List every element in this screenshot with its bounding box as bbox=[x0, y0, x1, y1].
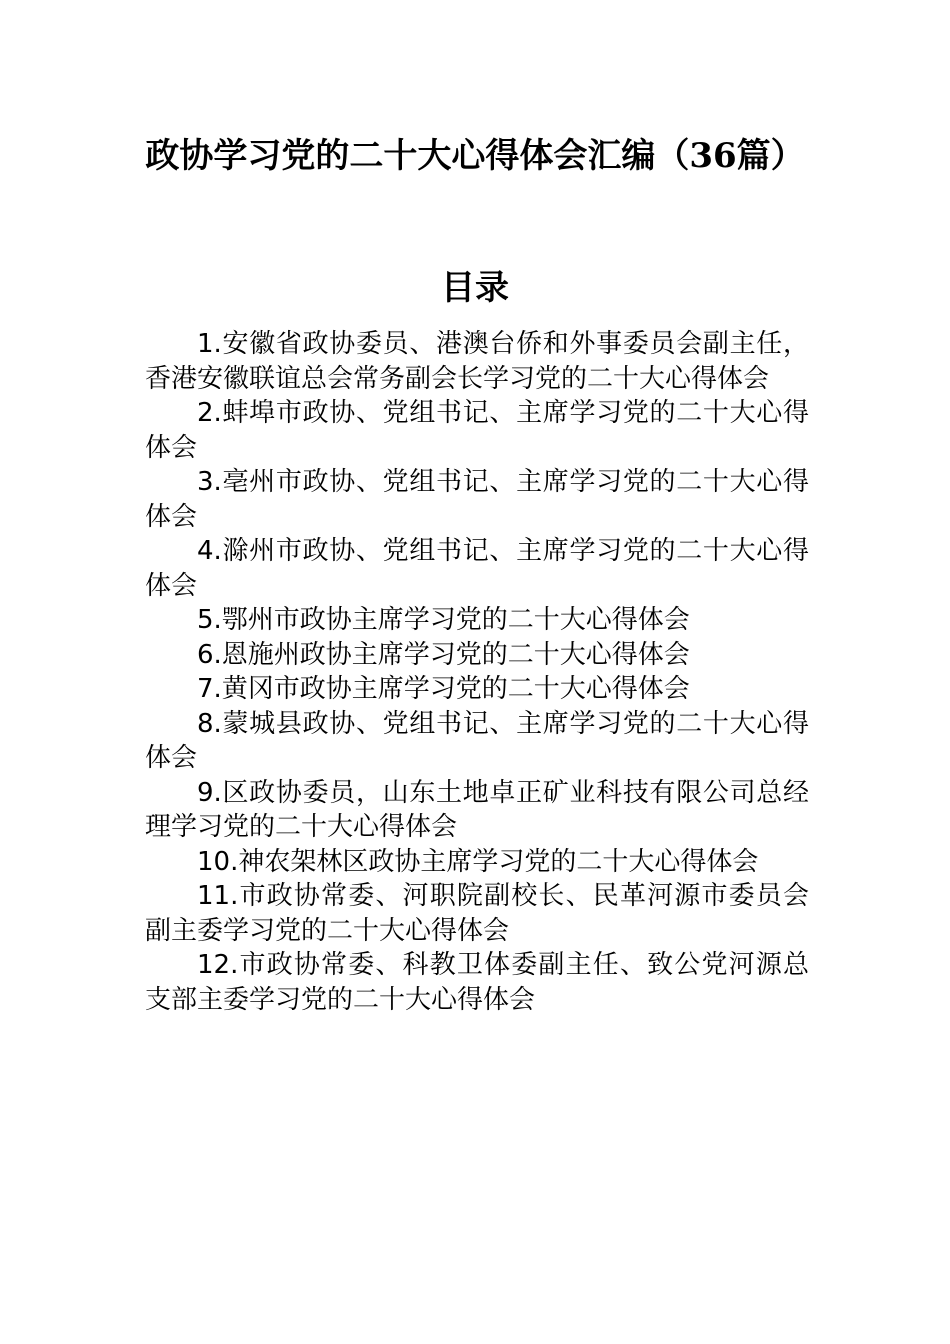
toc-item: 1.安徽省政协委员、港澳台侨和外事委员会副主任，香港安徽联谊总会常务副会长学习党的二十大心得体会 bbox=[145, 329, 809, 394]
toc-item: 4.滁州市政协、党组书记、主席学习党的二十大心得体会 bbox=[145, 536, 809, 601]
toc-item: 9.区政协委员，山东土地卓正矿业科技有限公司总经理学习党的二十大心得体会 bbox=[145, 777, 809, 842]
toc-item: 8.蒙城县政协、党组书记、主席学习党的二十大心得体会 bbox=[145, 708, 809, 773]
toc-item: 3.亳州市政协、党组书记、主席学习党的二十大心得体会 bbox=[145, 467, 809, 532]
toc-item: 6.恩施州政协主席学习党的二十大心得体会 bbox=[197, 639, 690, 670]
toc-item: 12.市政协常委、科教卫体委副主任、致公党河源总支部主委学习党的二十大心得体会 bbox=[145, 950, 809, 1015]
toc-item: 10.神农架林区政协主席学习党的二十大心得体会 bbox=[197, 846, 759, 877]
toc-item: 2.蚌埠市政协、党组书记、主席学习党的二十大心得体会 bbox=[145, 398, 809, 463]
toc-item: 11.市政协常委、河职院副校长、民革河源市委员会副主委学习党的二十大心得体会 bbox=[145, 881, 809, 946]
toc-item: 7.黄冈市政协主席学习党的二十大心得体会 bbox=[197, 674, 690, 704]
toc-heading: 目录 bbox=[441, 268, 509, 308]
toc-item: 5.鄂州市政协主席学习党的二十大心得体会 bbox=[197, 605, 690, 635]
table-of-contents bbox=[145, 327, 809, 1017]
document-title: 政协学习党的二十大心得体会汇编（36篇） bbox=[145, 136, 805, 176]
